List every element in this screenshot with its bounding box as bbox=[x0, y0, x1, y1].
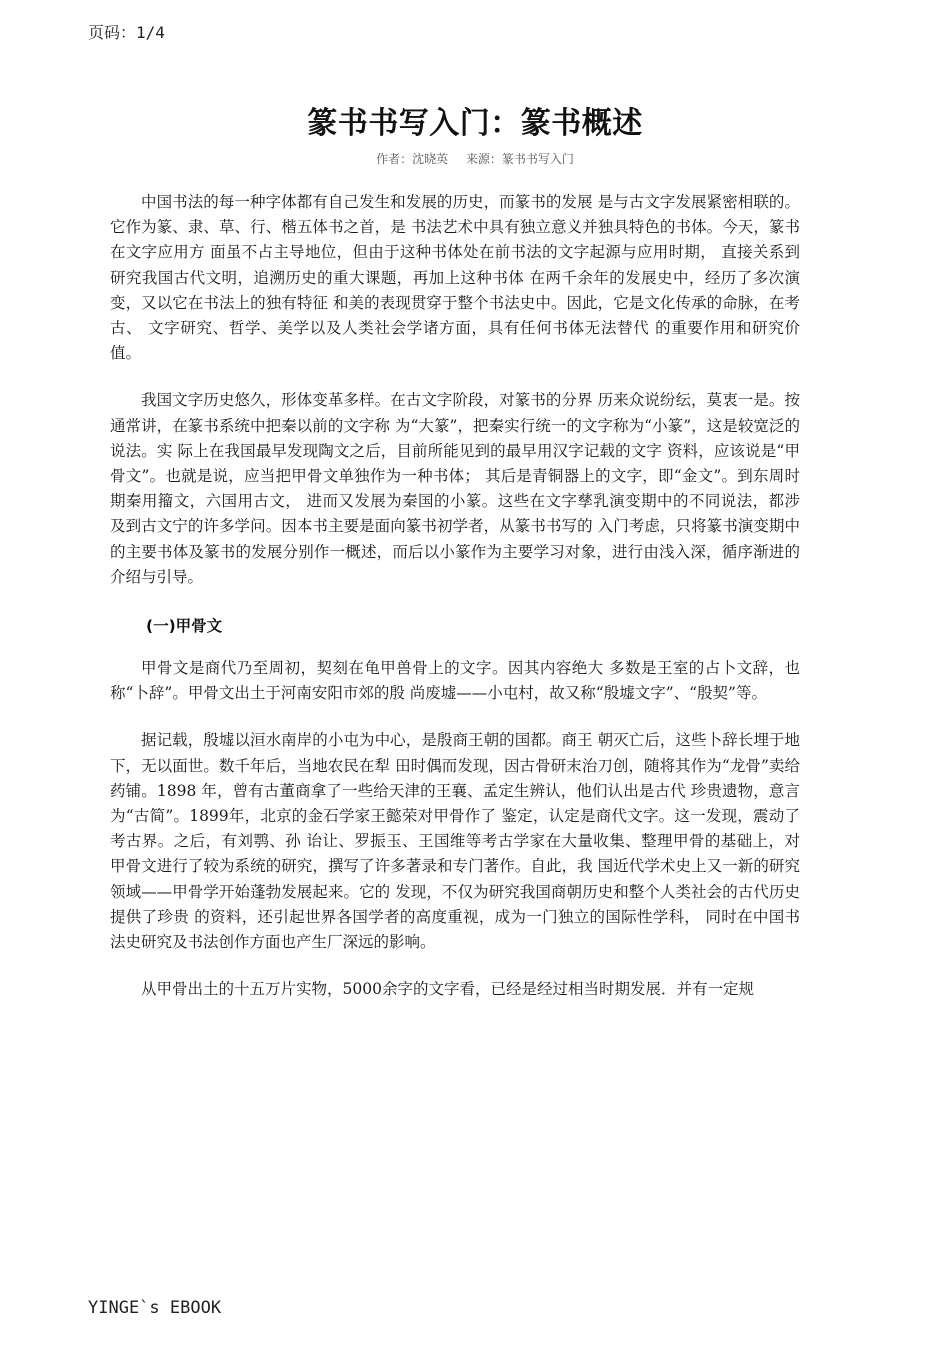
article-body bbox=[110, 190, 800, 1002]
byline bbox=[0, 150, 950, 167]
source-label: 来源：篆书书写入门 bbox=[465, 152, 574, 166]
paragraph: 甲骨文是商代乃至周初，契刻在龟甲兽骨上的文字。因其内容绝大 多数是王室的占卜文辞，也称“卜辞”。甲骨文出土于河南安阳市郊的殷 尚废墟——小屯村，故又称“殷墟文字”、“殷契”等。 bbox=[110, 659, 800, 703]
paragraph: 从甲骨出土的十五万片实物，5000余字的文字看，已经是经过相当时期发展．并有一定规 bbox=[141, 980, 754, 999]
paragraph: 我国文字历史悠久，形体变革多样。在古文字阶段，对篆书的分界 历来众说纷纭，莫衷一是。按通常讲，在篆书系统中把秦以前的文字称 为“大篆”，把秦实行统一的文字称为“小篆”，这是较宽泛的说法。实 际上在我国最早发现陶文之后，目前所能见到的最早用汉字记载的文字 资料，应该说是“甲骨文”。也就是说，应当把甲骨文单独作为一种书体； 其后是青铜器上的文字，即“金文”。到东周时期秦用籀文，六国用古文， 进而又发展为秦国的小篆。这些在文字孳乳演变期中的不同说法，都涉 及到古文宁的许多学问。因本书主要是面向篆书初学者，从篆书书写的 入门考虑，只将篆书演变期中的主要书体及篆书的发展分别作一概述，而后以小篆作为主要学习对象，进行由浅入深，循序渐进的介绍与引导。 bbox=[110, 391, 800, 586]
section-heading: (一)甲骨文 bbox=[146, 617, 223, 636]
article-title: 篆书书写入门：篆书概述 bbox=[307, 106, 643, 141]
page-number: 页码：1/4 bbox=[88, 23, 165, 42]
paragraph: 据记载，殷墟以洹水南岸的小屯为中心，是殷商王朝的国都。商王 朝灭亡后，这些卜辞长埋于地下，无以面世。数千年后，当地农民在犁 田时偶而发现，因古骨研末治刀创，随将其作为“龙骨”卖给药铺。1898 年，曾有古董商拿了一些给天津的王襄、孟定生辨认，他们认出是古代 珍贵遗物，意言为“古简”。1899年，北京的金石学家王懿荣对甲骨作了 鉴定，认定是商代文字。这一发现，震动了考古界。之后，有刘鹗、孙 诒让、罗振玉、王国维等考古学家在大量收集、整理甲骨的基础上，对 甲骨文进行了较为系统的研究，撰写了许多著录和专门著作。自此，我 国近代学术史上又一新的研究领域——甲骨学开始蓬勃发展起来。它的 发现，不仅为研究我国商朝历史和整个人类社会的古代历史提供了珍贵 的资料，还引起世界各国学者的高度重视，成为一门独立的国际性学科， 同时在中国书法史研究及书法创作方面也产生厂深远的影响。 bbox=[110, 731, 800, 952]
paragraph: 中国书法的每一种字体都有自己发生和发展的历史，而篆书的发展 是与古文字发展紧密相联的。它作为篆、隶、草、行、楷五体书之首，是 书法艺术中具有独立意义并独具特色的书体。今天，篆书在文字应用方 面虽不占主导地位，但由于这种书体处在前书法的文字起源与应用时期， 直接关系到研究我国古代文明，追溯历史的重大课题，再加上这种书体 在两千余年的发展史中，经历了多次演变，又以它在书法上的独有特征 和美的表现贯穿于整个书法史中。因此，它是文化传承的命脉，在考古、 文字研究、哲学、美学以及人类社会学诸方面，具有任何书体无法替代 的重要作用和研究价值。 bbox=[110, 193, 800, 363]
footer-text: YINGE`s EBOOK bbox=[88, 1298, 222, 1318]
author-label: 作者：沈晓英 bbox=[376, 152, 449, 166]
